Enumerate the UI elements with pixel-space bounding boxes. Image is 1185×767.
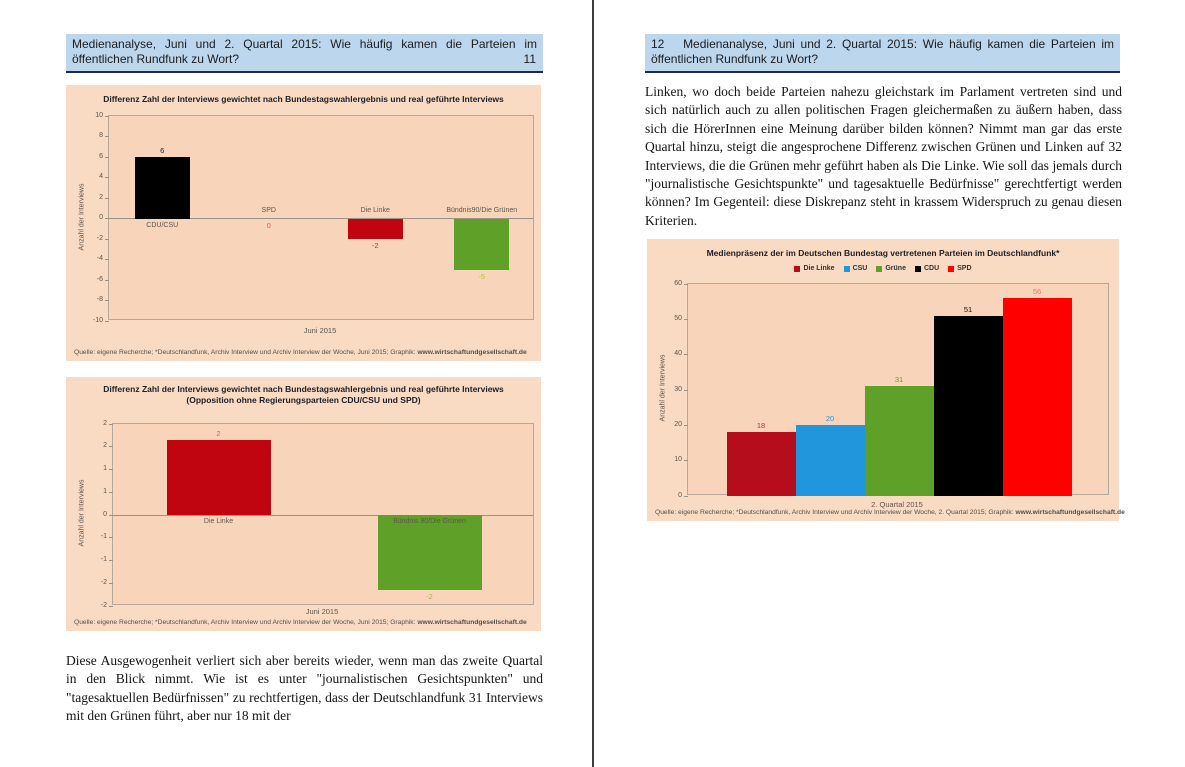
category-label: Bündnis 90/Die Grünen — [393, 518, 466, 525]
legend-swatch — [948, 266, 954, 272]
y-tick-label: 10 — [95, 111, 103, 119]
y-tick-mark — [105, 218, 109, 219]
y-tick-label: -2 — [96, 234, 103, 242]
y-tick-mark — [109, 469, 113, 470]
source-text: Quelle: eigene Recherche; *Deutschlandfunk, Archiv Interview und Archiv Interview der Woche, Juni 2015; Graphik: — [74, 349, 416, 356]
y-tick-mark — [105, 300, 109, 301]
plot-area — [100, 419, 534, 609]
y-tick-label: -10 — [92, 316, 103, 324]
y-tick-label: 0 — [678, 491, 682, 499]
y-tick-mark — [109, 424, 113, 425]
bar — [167, 440, 271, 515]
y-tick-label: 20 — [674, 420, 682, 428]
y-tick-mark — [105, 321, 109, 322]
bar — [727, 432, 796, 496]
chart-differenz-juni — [66, 85, 541, 361]
y-tick-label: 40 — [674, 350, 682, 358]
y-axis-title: Anzahl der Interviews — [78, 479, 86, 547]
bar — [1003, 298, 1072, 496]
page-header-right — [645, 34, 1120, 73]
y-tick-mark — [109, 537, 113, 538]
y-tick-mark — [105, 198, 109, 199]
bar-value-label: 51 — [963, 304, 973, 314]
y-tick-label: 1 — [103, 465, 107, 472]
chart-differenz-opposition — [66, 377, 541, 631]
x-axis-title: 2. Quartal 2015 — [871, 500, 923, 509]
bar-value-label: 6 — [160, 146, 165, 155]
chart-title: Differenz Zahl der Interviews gewichtet nach Bundestagswahlergebnis und real geführte Interviews — [103, 94, 504, 104]
source-text: Quelle: eigene Recherche; *Deutschlandfunk, Archiv Interview und Archiv Interview der Woche, Juni 2015; Graphik: — [74, 619, 416, 626]
page-left — [0, 0, 592, 767]
y-tick-label: 30 — [674, 385, 682, 393]
bar-value-label: 2 — [216, 429, 221, 439]
source-text: Quelle: eigene Recherche; *Deutschlandfunk, Archiv Interview und Archiv Interview der Woche, 2. Quartal 2015; Graphik: — [655, 509, 1014, 516]
bar-value-label: -2 — [426, 591, 433, 601]
y-tick-label: 4 — [99, 173, 103, 180]
source-url: www.wirtschaftundgesellschaft.de — [1015, 509, 1125, 516]
legend-item — [915, 265, 939, 272]
legend-label: Grüne — [885, 265, 906, 272]
y-tick-mark — [105, 177, 109, 178]
bar-value-label: -5 — [478, 271, 486, 281]
source-note — [74, 619, 527, 626]
page-number: 11 — [523, 52, 536, 66]
chart-title: Medienpräsenz der im Deutschen Bundestag vertretenen Parteien im Deutschlandfunk* — [706, 248, 1060, 258]
y-tick-mark — [105, 239, 109, 240]
legend-label: Die Linke — [803, 265, 835, 272]
category-label: Die Linke — [360, 206, 390, 214]
bar-value-label: 18 — [756, 421, 766, 431]
legend-label: CDU — [923, 265, 940, 272]
y-axis-title: Anzahl der Interviews — [659, 354, 667, 422]
y-axis-title: Anzahl der Interviews — [78, 183, 86, 251]
bar — [454, 219, 509, 270]
legend-swatch — [794, 266, 800, 272]
y-tick-label: 0 — [99, 214, 103, 221]
page-number: 12 — [651, 37, 665, 51]
x-axis-title: Juni 2015 — [303, 326, 337, 335]
y-tick-label: 8 — [99, 132, 103, 139]
y-tick-label: -8 — [96, 296, 103, 303]
y-tick-mark — [109, 560, 113, 561]
body-paragraph-right: Linken, wo doch beide Parteien nahezu gleichstark im Parlament vertreten sind und sich natürlich auch zu allen politischen Fragen gleichermaßen zu äußern haben, dass sich die HörerInnen eine Meinung darüber bilden können? Nimmt man gar das erste Quartal hinzu, steigt die angesprochene Differenz zwischen Grünen und Linken auf 32 Interviews, die die Grünen mehr geführt haben als Die Linke. Wie soll das jemals durch "journalistische Gesichtspunkte" und tagesaktuelle Bedürfnisse" gerechtfertigt werden können? Im Gegenteil: diese Diskrepanz steht in krassem Widerspruch zu genau diesen Kriterien. — [645, 84, 1122, 228]
bar-value-label: 31 — [894, 375, 904, 385]
page-header-left — [66, 34, 543, 73]
y-tick-label: 2 — [99, 193, 103, 201]
y-tick-label: 0 — [103, 510, 107, 518]
legend-item — [948, 265, 971, 272]
bar-value-label: 56 — [1032, 287, 1042, 297]
y-tick-label: 60 — [674, 279, 682, 287]
legend-label: SPD — [957, 265, 972, 272]
header-title: Medienanalyse, Juni und 2. Quartal 2015: Wie häufig kamen die Parteien im öffentlichen Rundfunk zu Wort? — [651, 37, 1114, 66]
bar — [796, 425, 865, 496]
bar — [135, 157, 190, 219]
legend-item — [844, 265, 868, 272]
bar — [378, 515, 482, 590]
chart-medienpraesenz-quartal — [647, 239, 1125, 521]
legend-item — [794, 265, 834, 272]
y-tick-mark — [684, 425, 688, 426]
legend-swatch — [876, 266, 882, 272]
y-tick-mark — [105, 280, 109, 281]
y-tick-label: -1 — [100, 533, 107, 541]
y-tick-mark — [684, 390, 688, 391]
source-url: www.wirtschaftundgesellschaft.de — [417, 349, 527, 356]
category-label: SPD — [261, 206, 276, 214]
legend-item — [876, 265, 906, 272]
x-axis-title: Juni 2015 — [305, 607, 339, 616]
bar — [865, 386, 934, 496]
y-tick-mark — [684, 319, 688, 320]
y-tick-label: -2 — [100, 578, 107, 586]
y-tick-mark — [684, 460, 688, 461]
y-tick-mark — [109, 446, 113, 447]
y-tick-label: -2 — [100, 601, 107, 609]
legend-label: CSU — [852, 265, 868, 272]
category-label: CDU/CSU — [146, 221, 179, 229]
body-paragraph-left: Diese Ausgewogenheit verliert sich aber bereits wieder, wenn man das zweite Quartal in den Blick nimmt. Wie ist es unter "journalistischen Gesichtspunkten" und "tagesaktuellen Bedürfnissen" zu rechtfertigen, dass der Deutschlandfunk 31 Interviews mit den Grünen führt, aber nur 18 mit der — [66, 653, 543, 724]
y-tick-mark — [684, 284, 688, 285]
y-tick-mark — [109, 515, 113, 516]
bar-value-label: 20 — [825, 414, 835, 424]
y-tick-mark — [105, 136, 109, 137]
bar-value-label: 0 — [266, 220, 271, 230]
y-tick-mark — [105, 116, 109, 117]
chart-legend — [647, 265, 1119, 272]
chart-title: Differenz Zahl der Interviews gewichtet nach Bundestagswahlergebnis und real geführte Interviews — [103, 384, 504, 394]
y-tick-mark — [109, 492, 113, 493]
category-label: Die Linke — [203, 518, 234, 525]
y-tick-label: -1 — [100, 556, 107, 563]
source-url: www.wirtschaftundgesellschaft.de — [417, 619, 527, 626]
y-tick-label: 1 — [103, 487, 107, 495]
y-tick-mark — [109, 583, 113, 584]
legend-swatch — [915, 266, 921, 272]
y-tick-label: 2 — [103, 442, 107, 450]
y-tick-mark — [684, 354, 688, 355]
chart-subtitle: (Opposition ohne Regierungsparteien CDU/CSU und SPD) — [186, 395, 421, 405]
y-tick-mark — [105, 259, 109, 260]
y-tick-label: 50 — [674, 314, 682, 322]
page-divider — [592, 0, 594, 767]
plot-area — [674, 279, 1109, 499]
plot-area — [92, 111, 534, 324]
y-tick-label: 10 — [674, 456, 682, 464]
y-tick-mark — [105, 157, 109, 158]
legend-swatch — [844, 266, 850, 272]
y-tick-label: -6 — [96, 275, 103, 283]
source-note — [74, 349, 527, 356]
bar-value-label: -2 — [371, 241, 379, 250]
y-tick-label: 2 — [103, 419, 107, 427]
bar — [934, 316, 1003, 496]
category-label: Bündnis90/Die Grünen — [446, 206, 518, 214]
y-tick-mark — [684, 496, 688, 497]
y-tick-label: -4 — [96, 255, 103, 262]
bar — [348, 219, 403, 240]
page-right — [596, 0, 1185, 767]
header-title: Medienanalyse, Juni und 2. Quartal 2015: Wie häufig kamen die Parteien im öffentlichen Rundfunk zu Wort? — [72, 37, 537, 66]
y-tick-label: 6 — [99, 152, 103, 160]
source-note — [655, 509, 1125, 516]
